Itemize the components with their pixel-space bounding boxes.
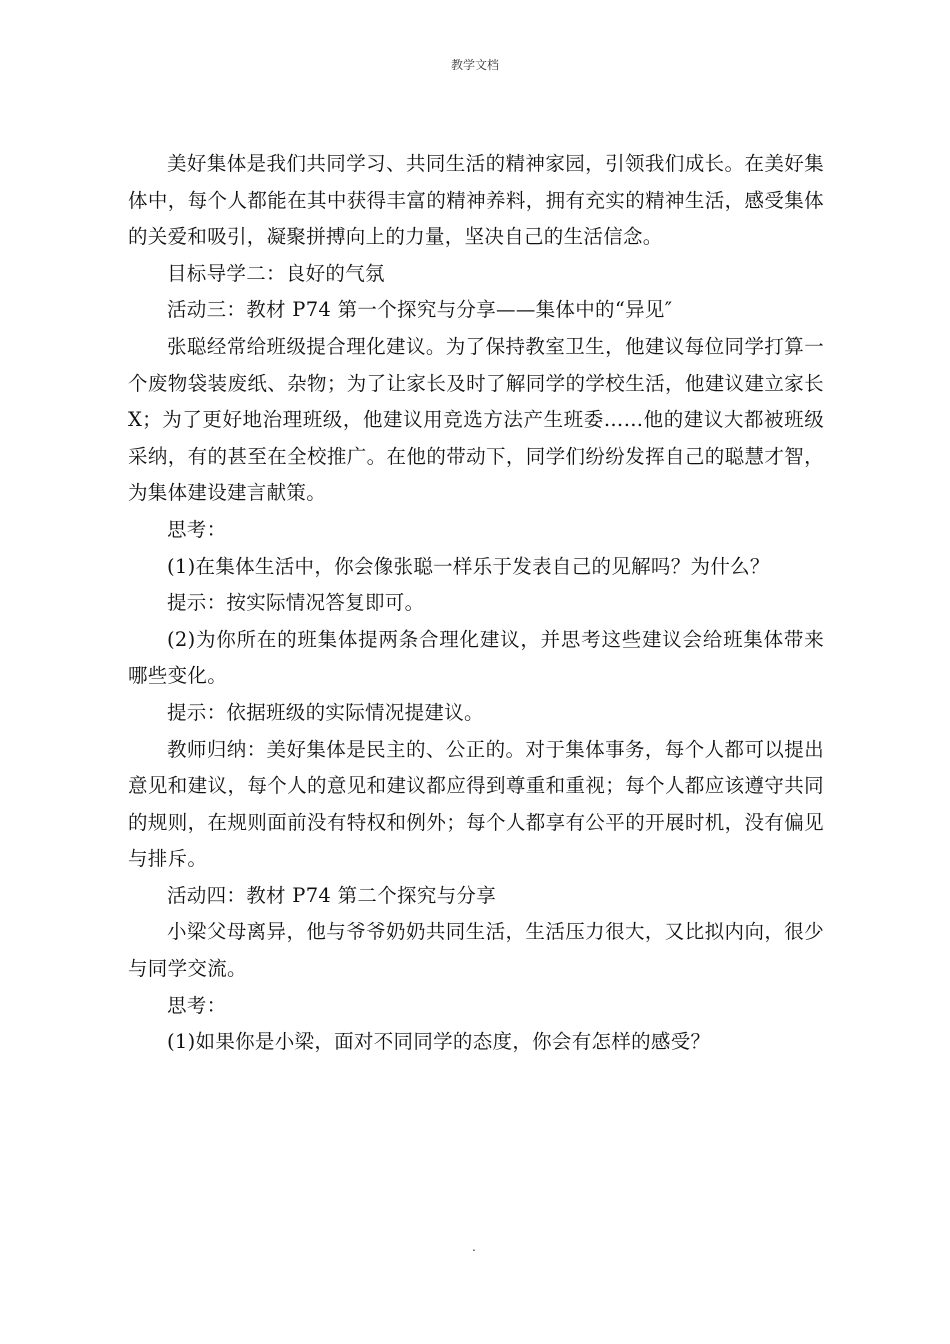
page-footer-mark: . [472,1240,476,1254]
document-body [128,146,824,1061]
paragraph-think-label-2: 思考： [167,993,227,1017]
paragraph-activity-three: 活动三：教材 P74 第一个探究与分享——集体中的“异见″ [167,298,673,322]
paragraph-think-label: 思考： [167,517,227,541]
paragraph-question-1: (1)在集体生活中，你会像张聪一样乐于发表自己的见解吗？为什么？ [167,554,770,578]
paragraph-xiaoliang-story: 小梁父母离异，他与爷爷奶奶共同生活，生活压力很大，又比拟内向，很少与同学交流。 [128,920,824,981]
paragraph-question-2: (2)为你所在的班集体提两条合理化建议，并思考这些建议会给班集体带来哪些变化。 [128,627,824,688]
paragraph-question-3: (1)如果你是小梁，面对不同同学的态度，你会有怎样的感受？ [167,1030,711,1054]
paragraph-goal-heading: 目标导学二：良好的气氛 [167,261,385,285]
paragraph-zhangcong-story: 张聪经常给班级提合理化建议。为了保持教室卫生，他建议每位同学打算一个废物袋装废纸、杂物；为了让家长及时了解同学的学校生活，他建议建立家长 X；为了更好地治理班级，他建议用竞选方法产生班委……他的建议大都被班级采纳，有的甚至在全校推广。在他的带动下，同学们纷纷发挥自己的聪慧才智，为集体建设建言献策。 [128,334,824,505]
paragraph-hint-1: 提示：按实际情况答复即可。 [167,591,425,615]
paragraph-hint-2: 提示：依据班级的实际情况提建议。 [167,700,484,724]
paragraph-activity-four: 活动四：教材 P74 第二个探究与分享 [167,883,497,907]
paragraph-teacher-summary: 教师归纳：美好集体是民主的、公正的。对于集体事务，每个人都可以提出意见和建议，每个人的意见和建议都应得到尊重和重视；每个人都应该遵守共同的规则，在规则面前没有特权和例外；每个人都享有公平的开展时机，没有偏见与排斥。 [128,737,824,871]
page-header: 教学文档 [450,58,499,72]
paragraph-intro: 美好集体是我们共同学习、共同生活的精神家园，引领我们成长。在美好集体中，每个人都能在其中获得丰富的精神养料，拥有充实的精神生活，感受集体的关爱和吸引，凝聚拼搏向上的力量，坚决自己的生活信念。 [128,152,824,249]
